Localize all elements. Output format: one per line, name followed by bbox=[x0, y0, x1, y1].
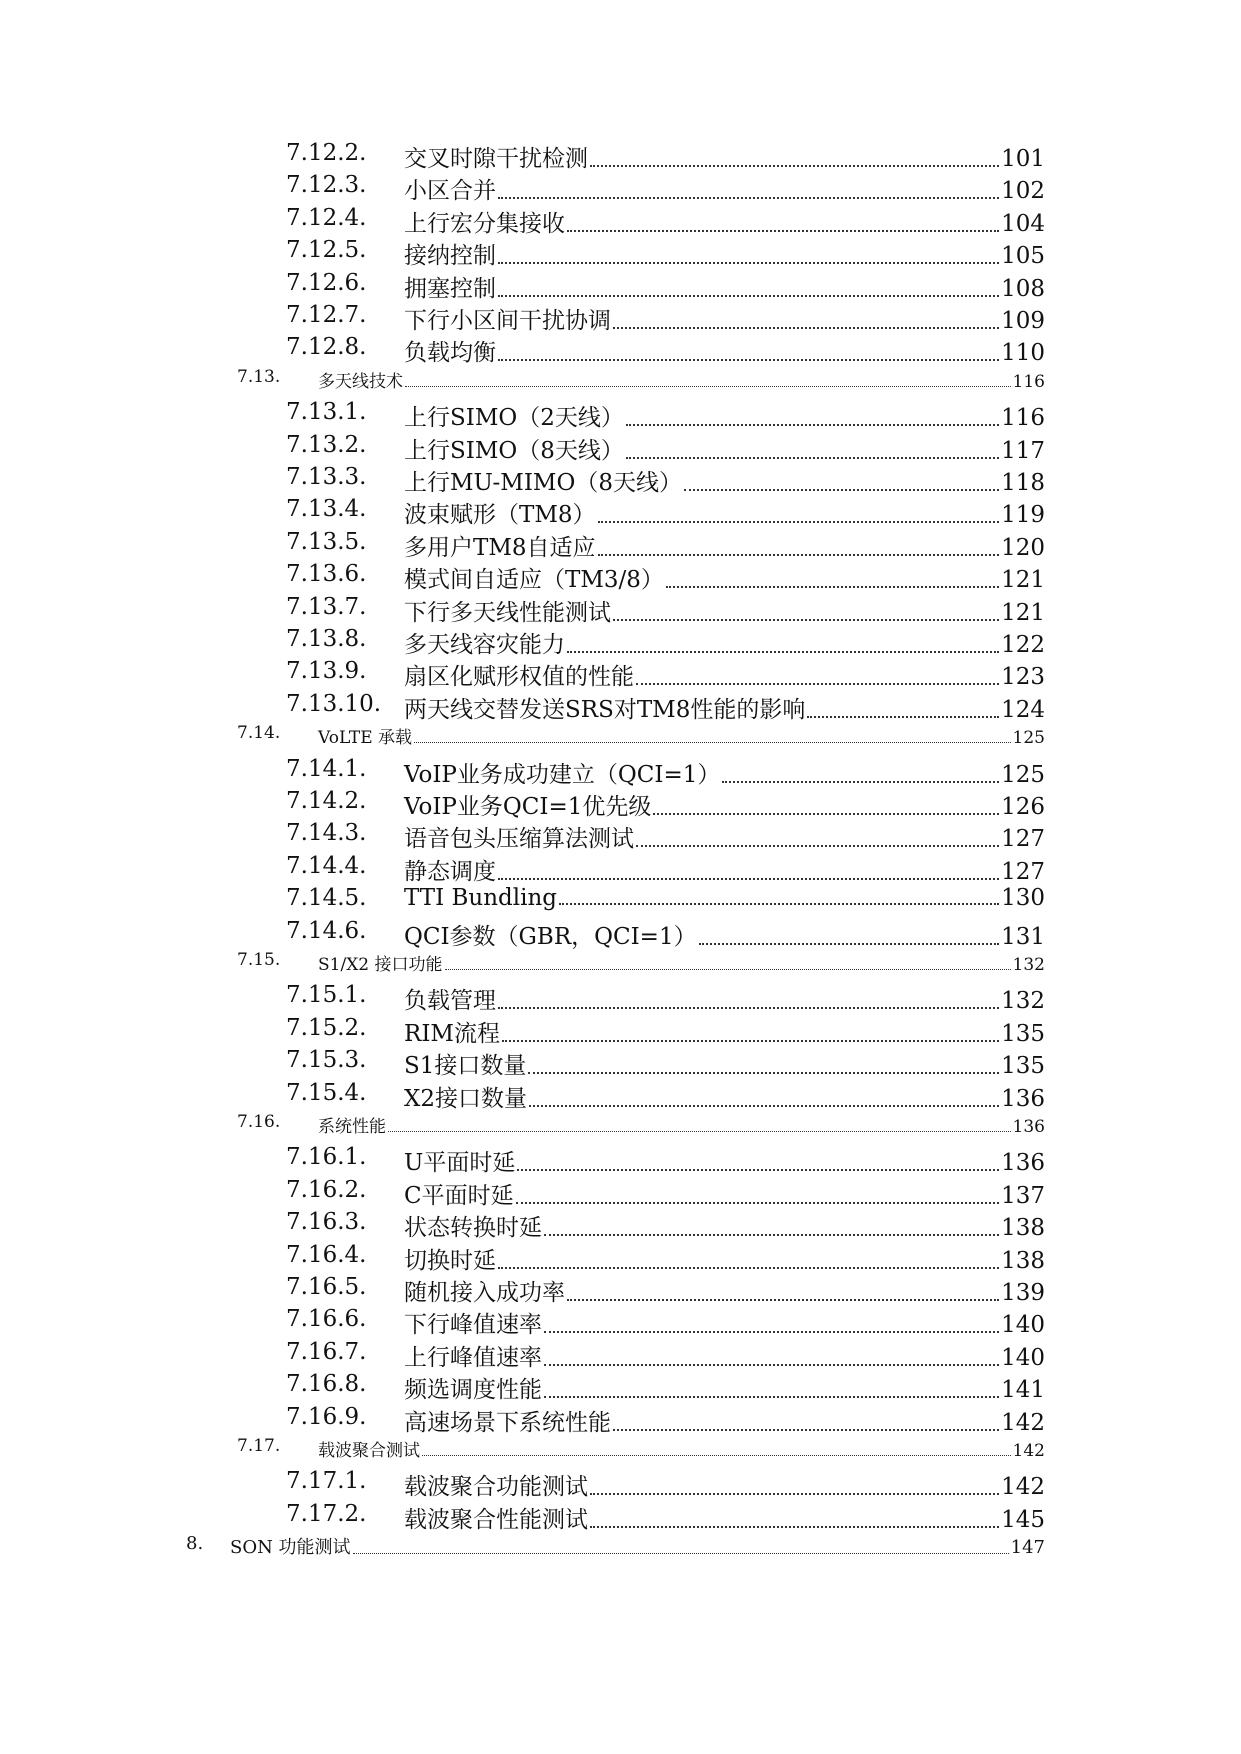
toc-entry-page-number: 136 bbox=[1001, 1150, 1045, 1177]
toc-entry-line bbox=[404, 885, 1045, 911]
toc-entry[interactable] bbox=[0, 1112, 1241, 1144]
toc-entry-page-number: 118 bbox=[1001, 470, 1045, 496]
toc-entry-line bbox=[404, 1080, 1045, 1113]
toc-entry-number: 7.13.8. bbox=[286, 626, 367, 652]
toc-entry-line bbox=[404, 464, 1045, 497]
dot-leader bbox=[544, 1364, 999, 1366]
toc-entry[interactable] bbox=[0, 626, 1241, 658]
toc-entry-number: 7.12.5. bbox=[286, 237, 367, 264]
dot-leader bbox=[544, 1331, 999, 1333]
toc-entry-page-number: 127 bbox=[1001, 826, 1045, 853]
toc-entry-number: 7.16.2. bbox=[286, 1176, 367, 1203]
toc-entry[interactable] bbox=[0, 237, 1241, 269]
toc-entry[interactable] bbox=[0, 1501, 1241, 1533]
toc-entry-line bbox=[404, 1306, 1045, 1339]
toc-entry-title: U平面时延 bbox=[404, 1144, 515, 1177]
dot-leader bbox=[567, 651, 999, 653]
toc-entry-page-number: 145 bbox=[1001, 1506, 1045, 1533]
toc-entry-page-number: 127 bbox=[1001, 858, 1045, 885]
toc-entry-title: 拥塞控制 bbox=[404, 270, 496, 303]
dot-leader bbox=[544, 1234, 999, 1236]
toc-entry-number: 7.12.2. bbox=[286, 140, 367, 166]
toc-entry-number: 7.13.5. bbox=[286, 528, 367, 555]
toc-entry-line bbox=[404, 172, 1045, 205]
toc-entry-line bbox=[404, 529, 1045, 562]
toc-entry-line bbox=[404, 140, 1045, 173]
toc-entry-line bbox=[404, 1371, 1045, 1404]
toc-entry-page-number: 142 bbox=[1012, 1441, 1045, 1461]
dot-leader bbox=[699, 943, 1000, 945]
toc-entry-page-number: 140 bbox=[1001, 1344, 1045, 1371]
dot-leader bbox=[598, 521, 1000, 523]
toc-entry-line bbox=[404, 658, 1045, 691]
toc-entry-line bbox=[404, 432, 1045, 465]
toc-entry-title: 上行SIMO（2天线） bbox=[404, 399, 624, 432]
toc-entry-line bbox=[230, 1533, 1045, 1559]
toc-entry-title: 载波聚合性能测试 bbox=[404, 1501, 588, 1534]
toc-entry-page-number: 147 bbox=[1010, 1537, 1045, 1559]
toc-entry-number: 7.16.6. bbox=[286, 1306, 367, 1333]
dot-leader bbox=[567, 1299, 999, 1301]
toc-entry-number: 7.13.7. bbox=[286, 593, 367, 620]
dot-leader bbox=[498, 197, 999, 199]
toc-entry-number: 7.16. bbox=[237, 1112, 281, 1132]
dot-leader bbox=[807, 716, 999, 718]
dot-leader bbox=[590, 1493, 999, 1495]
toc-entry-line bbox=[404, 1339, 1045, 1372]
toc-entry-title: 上行SIMO（8天线） bbox=[404, 432, 624, 465]
dot-leader bbox=[666, 586, 999, 588]
toc-entry-line bbox=[404, 237, 1045, 270]
toc-entry-line bbox=[318, 1436, 1045, 1461]
toc-entry-number: 7.14.4. bbox=[286, 852, 367, 879]
toc-entry-number: 7.17. bbox=[237, 1436, 281, 1456]
dot-leader bbox=[598, 554, 1000, 556]
toc-entry[interactable] bbox=[0, 788, 1241, 820]
toc-entry-line bbox=[318, 1112, 1045, 1137]
toc-entry[interactable] bbox=[0, 302, 1241, 334]
toc-entry-line bbox=[318, 723, 1045, 748]
toc-entry[interactable] bbox=[0, 205, 1241, 237]
toc-entry-line bbox=[404, 270, 1045, 303]
toc-entry-line bbox=[404, 788, 1045, 821]
toc-entry-line bbox=[404, 1242, 1045, 1275]
toc-entry-title: SON 功能测试 bbox=[230, 1533, 351, 1559]
toc-entry[interactable] bbox=[0, 529, 1241, 561]
toc-entry-title: 下行峰值速率 bbox=[404, 1306, 542, 1339]
toc-entry-line bbox=[404, 918, 1045, 951]
dot-leader bbox=[722, 781, 999, 783]
dot-leader bbox=[626, 457, 999, 459]
toc-entry-page-number: 122 bbox=[1001, 632, 1045, 658]
toc-entry-title: 载波聚合测试 bbox=[318, 1436, 420, 1461]
toc-entry-page-number: 136 bbox=[1012, 1117, 1045, 1137]
toc-entry-title: 上行峰值速率 bbox=[404, 1339, 542, 1372]
toc-entry-line bbox=[404, 1501, 1045, 1534]
toc-entry[interactable] bbox=[0, 1209, 1241, 1241]
toc-entry-page-number: 125 bbox=[1012, 728, 1045, 749]
toc-entry-number: 7.17.1. bbox=[286, 1468, 367, 1495]
toc-entry[interactable] bbox=[0, 270, 1241, 302]
toc-entry-line bbox=[404, 1209, 1045, 1242]
dot-leader bbox=[498, 262, 999, 264]
dot-leader bbox=[498, 295, 999, 297]
toc-entry-title: 上行宏分集接收 bbox=[404, 205, 565, 238]
toc-entry-page-number: 110 bbox=[1001, 340, 1045, 367]
toc-entry-title: 随机接入成功率 bbox=[404, 1274, 565, 1307]
toc-entry-line bbox=[404, 1047, 1045, 1080]
toc-entry[interactable] bbox=[0, 1436, 1241, 1468]
toc-entry-page-number: 123 bbox=[1001, 664, 1045, 691]
dot-leader bbox=[653, 813, 999, 815]
dot-leader bbox=[567, 230, 999, 232]
dot-leader bbox=[590, 165, 999, 167]
toc-entry-page-number: 137 bbox=[1001, 1182, 1045, 1209]
toc-entry-line bbox=[404, 561, 1045, 594]
toc-entry-line bbox=[404, 626, 1045, 659]
dot-leader bbox=[422, 1455, 1011, 1456]
toc-entry-title: X2接口数量 bbox=[404, 1080, 527, 1113]
toc-entry[interactable] bbox=[0, 1533, 1241, 1565]
toc-entry-line bbox=[404, 853, 1045, 886]
toc-entry-page-number: 138 bbox=[1001, 1215, 1045, 1242]
toc-entry-line bbox=[404, 1404, 1045, 1437]
toc-entry-line bbox=[404, 1274, 1045, 1307]
toc-entry-number: 7.16.3. bbox=[286, 1209, 367, 1236]
toc-entry[interactable] bbox=[0, 1371, 1241, 1403]
toc-entry-page-number: 132 bbox=[1012, 955, 1045, 975]
toc-entry[interactable] bbox=[0, 367, 1241, 399]
toc-entry-title: 状态转换时延 bbox=[404, 1209, 542, 1242]
toc-entry-page-number: 121 bbox=[1001, 567, 1045, 594]
toc-entry-line bbox=[404, 691, 1045, 724]
toc-entry-title: S1接口数量 bbox=[404, 1047, 526, 1080]
toc-entry-line bbox=[404, 399, 1045, 432]
toc-entry-page-number: 124 bbox=[1001, 696, 1045, 723]
toc-entry-title: 模式间自适应（TM3/8） bbox=[404, 561, 664, 594]
toc-entry-title: 负载均衡 bbox=[404, 334, 496, 367]
toc-entry[interactable] bbox=[0, 432, 1241, 464]
toc-entry-title: 下行多天线性能测试 bbox=[404, 594, 611, 627]
toc-entry-title: C平面时延 bbox=[404, 1177, 514, 1210]
toc-entry-page-number: 135 bbox=[1001, 1053, 1045, 1080]
toc-entry-number: 7.15.1. bbox=[286, 982, 367, 1009]
dot-leader bbox=[498, 1267, 999, 1269]
toc-entry-page-number: 116 bbox=[1001, 405, 1045, 432]
toc-entry-number: 7.16.5. bbox=[286, 1274, 367, 1300]
toc-entry-number: 7.13.9. bbox=[286, 658, 367, 685]
dot-leader bbox=[353, 1553, 1009, 1554]
toc-entry-title: RIM流程 bbox=[404, 1015, 500, 1048]
dot-leader bbox=[544, 1396, 999, 1398]
toc-entry-title: 上行MU-MIMO（8天线） bbox=[404, 464, 682, 497]
dot-leader bbox=[405, 386, 1011, 387]
dot-leader bbox=[498, 878, 999, 880]
toc-entry[interactable] bbox=[0, 1306, 1241, 1338]
toc-entry-title: 扇区化赋形权值的性能 bbox=[404, 658, 634, 691]
toc-entry-page-number: 126 bbox=[1001, 794, 1045, 820]
dot-leader bbox=[613, 619, 999, 621]
toc-entry-number: 7.13.6. bbox=[286, 561, 367, 588]
toc-entry[interactable] bbox=[0, 594, 1241, 626]
dot-leader bbox=[414, 742, 1011, 743]
toc-entry-number: 7.16.7. bbox=[286, 1338, 367, 1365]
dot-leader bbox=[613, 1429, 999, 1431]
toc-entry-line bbox=[404, 820, 1045, 853]
toc-entry-page-number: 131 bbox=[1001, 923, 1045, 950]
toc-entry-page-number: 139 bbox=[1001, 1280, 1045, 1306]
toc-entry-number: 7.16.1. bbox=[286, 1144, 367, 1171]
toc-entry-number: 7.15.3. bbox=[286, 1047, 367, 1074]
toc-entry-page-number: 136 bbox=[1001, 1085, 1045, 1112]
toc-entry[interactable] bbox=[0, 1274, 1241, 1306]
toc-entry-page-number: 142 bbox=[1001, 1409, 1045, 1436]
toc-entry-title: 接纳控制 bbox=[404, 237, 496, 270]
toc-entry-title: S1/X2 接口功能 bbox=[318, 950, 443, 975]
toc-entry-title: 多用户TM8自适应 bbox=[404, 529, 596, 562]
toc-entry-title: VoIP业务成功建立（QCI=1） bbox=[404, 756, 720, 789]
toc-entry-title: 两天线交替发送SRS对TM8性能的影响 bbox=[404, 691, 805, 724]
toc-entry-title: QCI参数（GBR，QCI=1） bbox=[404, 918, 697, 951]
toc-entry-title: 多天线技术 bbox=[318, 367, 403, 392]
toc-entry[interactable] bbox=[0, 1015, 1241, 1047]
dot-leader bbox=[445, 969, 1011, 970]
dot-leader bbox=[516, 1202, 999, 1204]
toc-entry-line bbox=[404, 334, 1045, 367]
dot-leader bbox=[528, 1072, 999, 1074]
toc-entry[interactable] bbox=[0, 658, 1241, 690]
toc-entry-title: 语音包头压缩算法测试 bbox=[404, 820, 634, 853]
toc-entry-page-number: 140 bbox=[1001, 1312, 1045, 1339]
toc-entry[interactable] bbox=[0, 561, 1241, 593]
toc-entry-number: 7.15.2. bbox=[286, 1014, 367, 1041]
toc-entry-page-number: 125 bbox=[1001, 761, 1045, 788]
toc-entry-number: 7.16.4. bbox=[286, 1241, 367, 1268]
toc-entry-page-number: 101 bbox=[1001, 146, 1045, 172]
toc-entry[interactable] bbox=[0, 756, 1241, 788]
toc-entry-number: 7.12.8. bbox=[286, 334, 367, 361]
dot-leader bbox=[517, 1169, 999, 1171]
toc-entry-page-number: 117 bbox=[1001, 437, 1045, 464]
toc-entry-title: 多天线容灾能力 bbox=[404, 626, 565, 659]
dot-leader bbox=[559, 903, 999, 905]
toc-entry-title: 高速场景下系统性能 bbox=[404, 1404, 611, 1437]
toc-entry[interactable] bbox=[0, 1080, 1241, 1112]
toc-entry-number: 7.13.3. bbox=[286, 464, 367, 490]
toc-entry-page-number: 135 bbox=[1001, 1020, 1045, 1047]
toc-entry[interactable] bbox=[0, 1468, 1241, 1500]
toc-entry[interactable] bbox=[0, 334, 1241, 366]
toc-entry-number: 7.15. bbox=[237, 950, 281, 970]
toc-entry[interactable] bbox=[0, 140, 1241, 172]
toc-entry-line bbox=[404, 594, 1045, 627]
toc-entry-page-number: 138 bbox=[1001, 1247, 1045, 1274]
toc-entry-number: 7.12.6. bbox=[286, 269, 367, 296]
toc-entry-page-number: 121 bbox=[1001, 599, 1045, 626]
toc-entry[interactable] bbox=[0, 723, 1241, 755]
toc-entry[interactable] bbox=[0, 982, 1241, 1014]
toc-entry-number: 7.16.8. bbox=[286, 1371, 367, 1398]
toc-entry-number: 7.15.4. bbox=[286, 1079, 367, 1106]
toc-entry[interactable] bbox=[0, 918, 1241, 950]
toc-entry-number: 7.14.6. bbox=[286, 917, 367, 944]
toc-entry-line bbox=[404, 1177, 1045, 1210]
toc-entry-number: 7.14.3. bbox=[286, 820, 367, 847]
toc-entry-number: 8. bbox=[186, 1533, 204, 1555]
dot-leader bbox=[498, 359, 999, 361]
toc-entry[interactable] bbox=[0, 464, 1241, 496]
toc-entry-line bbox=[318, 367, 1045, 392]
toc-entry-title: 静态调度 bbox=[404, 853, 496, 886]
toc-entry-number: 7.17.2. bbox=[286, 1500, 367, 1527]
dot-leader bbox=[636, 845, 999, 847]
toc-entry-page-number: 141 bbox=[1001, 1377, 1045, 1404]
toc-entry-number: 7.13. bbox=[237, 366, 281, 387]
toc-entry-number: 7.13.1. bbox=[286, 399, 367, 426]
toc-entry-line bbox=[404, 496, 1045, 529]
dot-leader bbox=[502, 1040, 999, 1042]
toc-entry-title: 下行小区间干扰协调 bbox=[404, 302, 611, 335]
dot-leader bbox=[388, 1131, 1011, 1132]
toc-entry-line bbox=[404, 1144, 1045, 1177]
toc-entry[interactable] bbox=[0, 885, 1241, 917]
dot-leader bbox=[626, 424, 999, 426]
toc-entry-number: 7.12.4. bbox=[286, 204, 367, 231]
toc-entry-title: 系统性能 bbox=[318, 1112, 386, 1137]
toc-entry-number: 7.14.1. bbox=[286, 755, 367, 782]
toc-entry-title: 切换时延 bbox=[404, 1242, 496, 1275]
toc-entry-number: 7.13.4. bbox=[286, 496, 367, 523]
toc-entry-line bbox=[404, 205, 1045, 238]
toc-entry[interactable] bbox=[0, 820, 1241, 852]
toc-entry[interactable] bbox=[0, 1047, 1241, 1079]
toc-entry-number: 7.13.10. bbox=[286, 690, 382, 717]
toc-entry-title: VoLTE 承载 bbox=[318, 723, 412, 748]
toc-entry-line bbox=[404, 1468, 1045, 1501]
toc-entry-line bbox=[404, 756, 1045, 789]
toc-entry-number: 7.13.2. bbox=[286, 431, 367, 458]
toc-entry-number: 7.14.5. bbox=[286, 885, 367, 912]
toc-entry-page-number: 116 bbox=[1012, 371, 1045, 392]
toc-entry-number: 7.12.3. bbox=[286, 172, 367, 199]
toc-entry-number: 7.14. bbox=[237, 723, 281, 744]
toc-entry-page-number: 102 bbox=[1001, 178, 1045, 205]
toc-entry[interactable] bbox=[0, 496, 1241, 528]
dot-leader bbox=[498, 1007, 999, 1009]
toc-entry-title: 波束赋形（TM8） bbox=[404, 496, 596, 529]
toc-entry-page-number: 108 bbox=[1001, 275, 1045, 302]
toc-entry-line bbox=[404, 302, 1045, 335]
toc-entry-page-number: 142 bbox=[1001, 1474, 1045, 1501]
toc-entry-page-number: 104 bbox=[1001, 210, 1045, 237]
toc-entry-page-number: 120 bbox=[1001, 534, 1045, 561]
toc-entry-page-number: 130 bbox=[1001, 885, 1045, 912]
toc-entry-title: VoIP业务QCI=1优先级 bbox=[404, 788, 651, 821]
toc-entry-title: 频选调度性能 bbox=[404, 1371, 542, 1404]
toc-entry-page-number: 105 bbox=[1001, 243, 1045, 270]
toc-entry-page-number: 109 bbox=[1001, 308, 1045, 334]
toc-entry[interactable] bbox=[0, 950, 1241, 982]
toc-entry[interactable] bbox=[0, 1339, 1241, 1371]
toc-entry-number: 7.16.9. bbox=[286, 1403, 367, 1430]
toc-entry-page-number: 132 bbox=[1001, 988, 1045, 1015]
toc-entry[interactable] bbox=[0, 1144, 1241, 1176]
toc-entry[interactable] bbox=[0, 1242, 1241, 1274]
toc-entry[interactable] bbox=[0, 399, 1241, 431]
toc-entry[interactable] bbox=[0, 1404, 1241, 1436]
toc-entry-page-number: 119 bbox=[1001, 502, 1045, 529]
toc-entry-line bbox=[404, 1015, 1045, 1048]
dot-leader bbox=[590, 1526, 999, 1528]
toc-entry[interactable] bbox=[0, 172, 1241, 204]
dot-leader bbox=[613, 327, 999, 329]
toc-entry-title: 交叉时隙干扰检测 bbox=[404, 140, 588, 173]
toc-entry-number: 7.14.2. bbox=[286, 788, 367, 814]
toc-entry-title: 小区合并 bbox=[404, 172, 496, 205]
dot-leader bbox=[636, 683, 999, 685]
toc-entry-line bbox=[318, 950, 1045, 975]
toc-entry-number: 7.12.7. bbox=[286, 302, 367, 328]
toc-entry-title: 负载管理 bbox=[404, 982, 496, 1015]
toc-entry-line bbox=[404, 982, 1045, 1015]
toc-entry-title: TTI Bundling bbox=[404, 885, 558, 912]
toc-entry[interactable] bbox=[0, 691, 1241, 723]
toc-entry-title: 载波聚合功能测试 bbox=[404, 1468, 588, 1501]
dot-leader bbox=[684, 489, 999, 491]
toc-entry[interactable] bbox=[0, 853, 1241, 885]
toc-entry[interactable] bbox=[0, 1177, 1241, 1209]
dot-leader bbox=[529, 1105, 999, 1107]
